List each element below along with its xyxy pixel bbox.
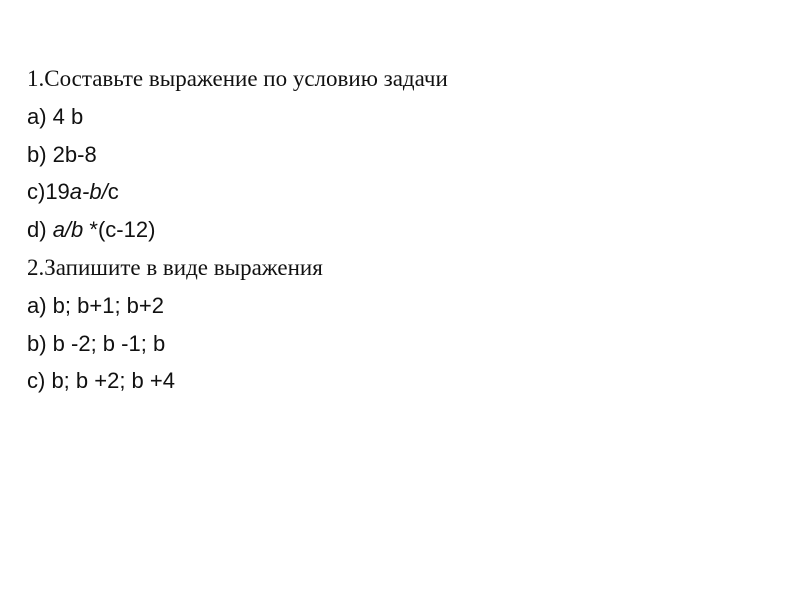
slide-content xyxy=(27,60,767,400)
task2-item-b: b) b -2; b -1; b xyxy=(27,330,166,356)
task1-item-a: a) 4 b xyxy=(27,103,84,129)
task2-item-c: c) b; b +2; b +4 xyxy=(27,368,175,394)
task2-item-a: a) b; b+1; b+2 xyxy=(27,292,164,318)
task1-item-d-italic: a/b xyxy=(52,217,84,243)
task1-item-c xyxy=(27,173,767,211)
task1-item-c-prefix: c)19 xyxy=(27,179,70,205)
task1-item-d-prefix: d) xyxy=(27,217,53,243)
task1-item-b: b) 2b-8 xyxy=(27,141,97,167)
task1-item-d xyxy=(27,211,767,249)
task1-item-c-italic: a-b/ xyxy=(69,179,108,205)
task2-title: 2.Запишите в виде выражения xyxy=(27,254,323,280)
task1-item-c-suffix: c xyxy=(107,179,119,205)
task1-title: 1.Составьте выражение по условию задачи xyxy=(27,66,448,91)
task1-item-d-suffix: *(c-12) xyxy=(83,217,156,243)
